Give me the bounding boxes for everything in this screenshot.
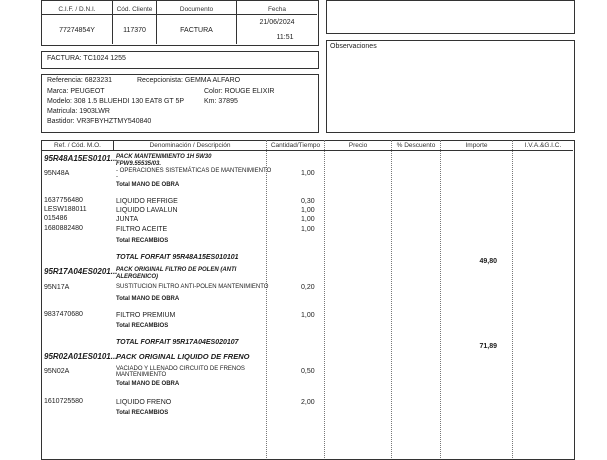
observaciones-box <box>326 40 575 133</box>
labor1-qty: 1,00 <box>301 170 315 177</box>
labor1-desc: - OPERACIONES SISTEMÁTICAS DE MANTENIMIENTO <box>116 168 272 174</box>
pack1-parts-total: Total RECAMBIOS <box>116 238 169 244</box>
pack2-ref: 95R17A04ES0201... <box>44 267 118 276</box>
labor3-qty: 0,50 <box>301 368 315 375</box>
pack3-labor-total: Total MANO DE OBRA <box>116 381 180 387</box>
labor2-qty: 0,20 <box>301 284 315 291</box>
col-sep-price <box>391 140 392 458</box>
part5-desc: FILTRO PREMIUM <box>116 312 176 319</box>
observaciones-label: Observaciones <box>330 43 377 50</box>
time-value: 11:51 <box>276 34 294 41</box>
pack1-labor-total: Total MANO DE OBRA <box>116 182 180 188</box>
labor2-desc: SUSTITUCION FILTRO ANTI-POLEN MANTENIMIENTO <box>116 284 269 290</box>
document-label: Documento <box>179 6 214 13</box>
header-ref: Ref. / Cód. M.O. <box>54 142 101 149</box>
pack1-forfait-total: TOTAL FORFAIT 95R48A15ES010101 <box>116 254 239 261</box>
header-price: Precio <box>348 142 368 149</box>
labor3-desc: VACIADO Y LLENADO CIRCUITO DE FRENOS <box>116 366 245 372</box>
header-qty: Cantidad/Tiempo <box>270 142 321 149</box>
part5-qty: 1,00 <box>301 312 315 319</box>
date-label: Fecha <box>267 6 287 13</box>
header-desc: Denominación / Descripción <box>149 142 231 149</box>
labor3-desc-2: MANTENIMIENTO <box>116 372 167 378</box>
part2-qty: 1,00 <box>301 207 315 214</box>
pack1-importe: 49,80 <box>479 258 497 265</box>
col-sep-disc <box>440 140 441 458</box>
part2-desc: LIQUIDO LAVALUN <box>116 207 178 214</box>
pack2-parts-total: Total RECAMBIOS <box>116 323 169 329</box>
cif-value: 77274854Y <box>59 27 95 34</box>
part4-desc: FILTRO ACEITE <box>116 226 168 233</box>
part4-ref: 1680882480 <box>44 225 83 232</box>
part1-ref: 1637756480 <box>44 197 83 204</box>
vehicle-modelo: Modelo: 308 1.5 BLUEHDI 130 EAT8 GT 5P <box>47 98 185 105</box>
part3-qty: 1,00 <box>301 216 315 223</box>
pack1-desc-2: FPW9.55535/03. <box>116 161 162 167</box>
date-value: 21/06/2024 <box>259 19 295 26</box>
part4-qty: 1,00 <box>301 226 315 233</box>
vehicle-bastidor: Bastidor: VR3FBYHZTMY540840 <box>47 118 152 125</box>
header-divider <box>41 14 317 15</box>
vehicle-color: Color: ROUGE ELIXIR <box>204 88 275 95</box>
col-sep-importe <box>512 140 513 458</box>
pack2-desc: PACK ORIGINAL FILTRO DE POLEN (ANTI <box>116 267 237 273</box>
factura-number: FACTURA: TC1024 1255 <box>47 55 126 62</box>
part1-qty: 0,30 <box>301 198 315 205</box>
part3-ref: 015486 <box>44 215 68 222</box>
vehicle-km: Km: 37895 <box>204 98 238 105</box>
part3-desc: JUNTA <box>116 216 139 223</box>
part6-qty: 2,00 <box>301 399 315 406</box>
pack2-importe: 71,89 <box>479 343 497 350</box>
vehicle-matricula: Matricula: 1903LWR <box>47 108 110 115</box>
part6-desc: LIQUIDO FRENO <box>116 399 172 406</box>
pack1-ref: 95R48A15ES0101... <box>44 154 118 163</box>
header-importe: Importe <box>465 142 488 149</box>
col-sep-desc <box>266 140 267 458</box>
labor1-ref: 95N48A <box>44 170 70 177</box>
vehicle-marca: Marca: PEUGEOT <box>47 88 105 95</box>
part5-ref: 9837470680 <box>44 311 83 318</box>
items-header-rule <box>41 150 573 151</box>
part1-desc: LIQUIDO REFRIGE <box>116 198 178 205</box>
pack3-desc: PACK ORIGINAL LIQUIDO DE FRENO <box>116 352 250 361</box>
part6-ref: 1610725580 <box>44 398 83 405</box>
part2-ref: LESW188011 <box>44 206 87 213</box>
col-sep-qty <box>324 140 325 458</box>
labor2-ref: 95N17A <box>44 284 70 291</box>
client-value: 117370 <box>123 27 146 34</box>
vehicle-referencia: Referencia: 6823231 <box>47 77 112 84</box>
pack3-ref: 95R02A01ES0101... <box>44 352 118 361</box>
pack1-desc: PACK MANTENIMIENTO 1H 5W30 <box>116 154 212 160</box>
cif-label: C.I.F. / D.N.I. <box>58 6 96 13</box>
pack2-labor-total: Total MANO DE OBRA <box>116 296 180 302</box>
header-discount: % Descuento <box>396 142 436 149</box>
pack3-parts-total: Total RECAMBIOS <box>116 410 169 416</box>
pack2-forfait-total: TOTAL FORFAIT 95R17A04ES020107 <box>116 339 239 346</box>
right-top-box <box>326 0 575 34</box>
client-label: Cód. Cliente <box>116 6 153 13</box>
vehicle-recepcionista: Recepcionista: GEMMA ALFARO <box>137 77 241 84</box>
document-value: FACTURA <box>180 27 213 34</box>
header-iva: I.V.A.&G.I.C. <box>524 142 562 149</box>
pack2-desc-2: ALERGENICO) <box>116 274 158 280</box>
labor1-desc-2: - <box>116 174 118 180</box>
labor3-ref: 95N02A <box>44 368 70 375</box>
